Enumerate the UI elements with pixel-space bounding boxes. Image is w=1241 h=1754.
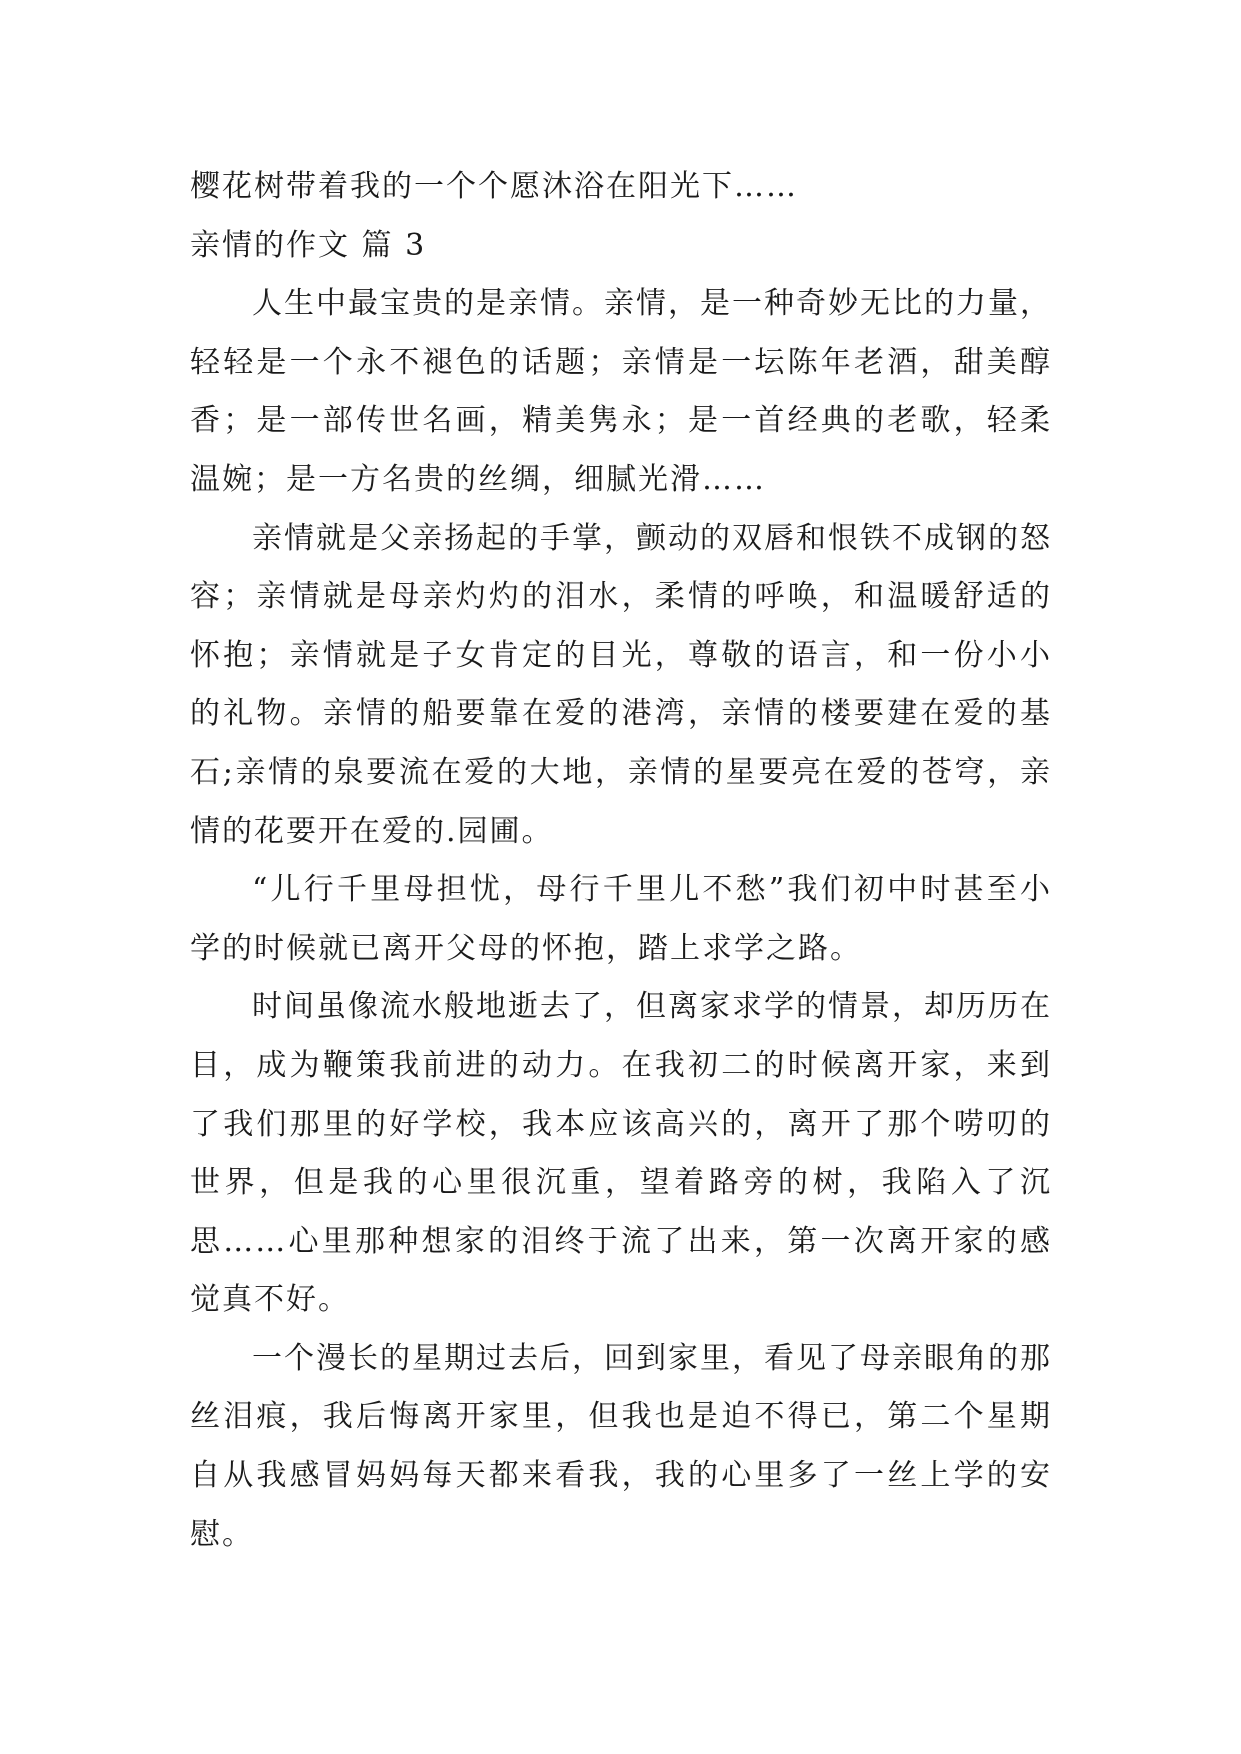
paragraph-3: “儿行千里母担忧，母行千里儿不愁”我们初中时甚至小学的时候就已离开父母的怀抱，踏上求学之路。 [190, 872, 1052, 966]
paragraph-2: 亲情就是父亲扬起的手掌，颤动的双唇和恨铁不成钢的怒容；亲情就是母亲灼灼的泪水，柔情的呼唤，和温暖舒适的怀抱；亲情就是子女肯定的目光，尊敬的语言，和一份小小的礼物。亲情的船要靠在爱的港湾，亲情的楼要建在爱的基石;亲情的泉要流在爱的大地，亲情的星要亮在爱的苍穹，亲情的花要开在爱的.园圃。 [190, 520, 1052, 849]
continuation-line: 樱花树带着我的一个个愿沐浴在阳光下…… [190, 169, 798, 204]
paragraph-5: 一个漫长的星期过去后，回到家里，看见了母亲眼角的那丝泪痕，我后悔离开家里，但我也是迫不得已，第二个星期自从我感冒妈妈每天都来看我，我的心里多了一丝上学的安慰。 [190, 1340, 1052, 1552]
paragraph-4: 时间虽像流水般地逝去了，但离家求学的情景，却历历在目，成为鞭策我前进的动力。在我初二的时候离开家，来到了我们那里的好学校，我本应该高兴的，离开了那个唠叨的世界，但是我的心里很沉重，望着路旁的树，我陷入了沉思……心里那种想家的泪终于流了出来，第一次离开家的感觉真不好。 [190, 989, 1052, 1318]
paragraph-1: 人生中最宝贵的是亲情。亲情，是一种奇妙无比的力量，轻轻是一个永不褪色的话题；亲情是一坛陈年老酒，甜美醇香；是一部传世名画，精美隽永；是一首经典的老歌，轻柔温婉；是一方名贵的丝绸，细腻光滑…… [190, 286, 1052, 497]
section-heading: 亲情的作文 篇 3 [190, 227, 427, 263]
document-body [190, 158, 1052, 1564]
